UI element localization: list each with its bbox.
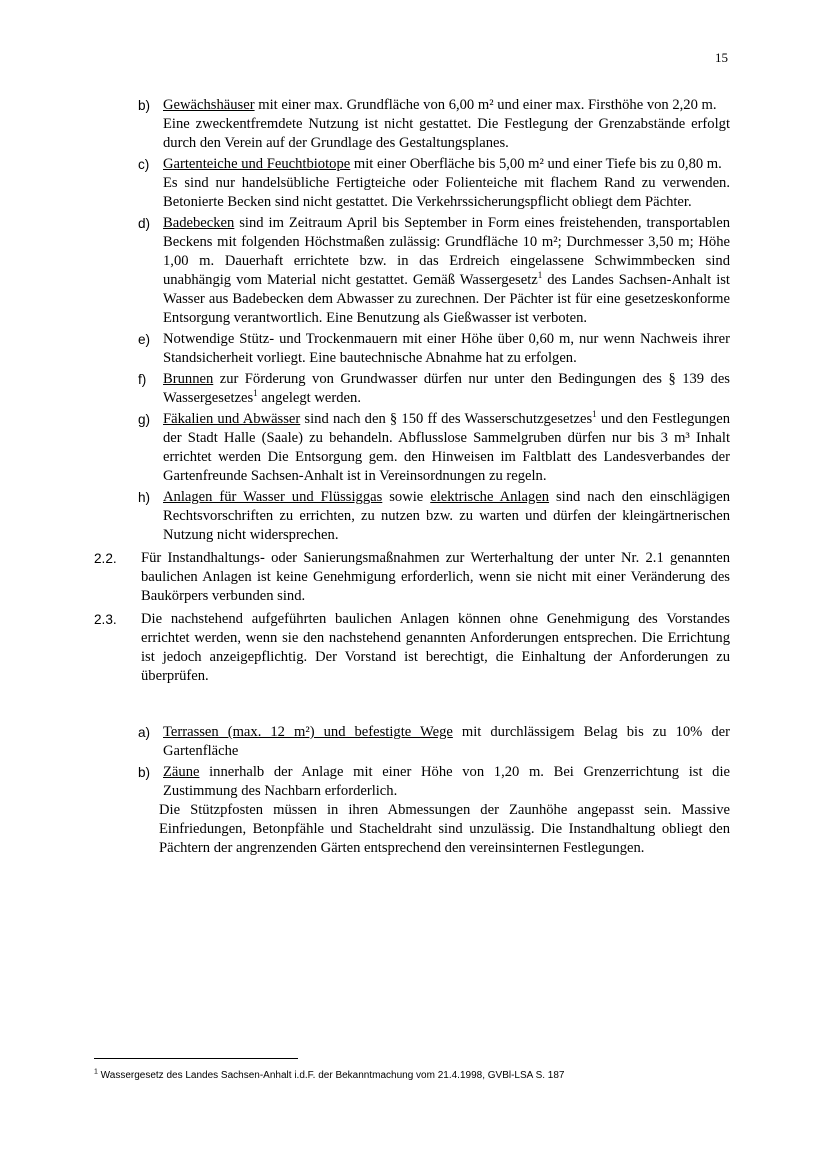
section-number: 2.3. — [94, 612, 117, 627]
item-rest: sind im Zeitraum April bis September in Form eines freistehenden, transportablen Beckens mit folgenden Höchstmaßen zulässig: Grundfläche 10 m²; Durchmesser 3,50 m; Höhe 1,00 m. Dauerhaft errichtete bzw. in das Erdreich eingelassene Schwimmbecken sind unabhängig vom Material nicht gestattet. Gemäß Wassergesetz — [163, 215, 730, 288]
page-number: 15 — [715, 50, 728, 65]
item-term: elektrische Anlagen — [430, 489, 550, 505]
item-paragraph: Die Stützpfosten müssen in ihren Abmessungen der Zaunhöhe angepasst sein. Massive Einfriedungen, Betonpfähle und Stacheldraht sind unzulässig. Die Instandhaltung obliegt den Pächtern der angrenzenden Gärten entsprechend den vereinsinternen Festlegungen. — [159, 802, 730, 856]
item-rest: angelegt werden. — [257, 390, 361, 406]
list-label: g) — [138, 412, 151, 427]
item-term: Fäkalien und Abwässer — [163, 411, 301, 427]
section-2-2 — [94, 549, 730, 606]
footnote-ref: 1 — [537, 270, 543, 281]
list-item-g-wastewater — [94, 410, 730, 486]
item-rest: und den Festlegungen der Stadt Halle (Saale) zu behandeln. Abflusslose Sammelgruben dürfen nur bis 3 m³ Inhalt errichtet werden Die Entsorgung gem. den Hinweisen im Faltblatt des Landesverbandes der Gartenfreunde Sachsen-Anhalt ist in Vereinsordnungen zu regeln. — [163, 411, 730, 484]
item-text — [163, 763, 730, 801]
list-label: h) — [138, 490, 151, 505]
footnote-marker: 1 — [94, 1068, 98, 1076]
item-rest: mit einer max. Grundfläche von 6,00 m² und einer max. Firsthöhe von 2,20 m. — [254, 97, 717, 113]
item-rest: innerhalb der Anlage mit einer Höhe von 1,20 m. Bei Grenzerrichtung ist die Zustimmung des Nachbarn erforderlich. — [163, 764, 730, 799]
document-body — [94, 96, 730, 860]
item-term: Anlagen für Wasser und Flüssiggas — [163, 489, 383, 505]
list-item-f-wells — [94, 370, 730, 408]
list-item-h-installations — [94, 488, 730, 545]
section-2-3 — [94, 610, 730, 686]
item-text — [163, 488, 730, 545]
footnote-separator — [94, 1058, 298, 1059]
list-item-a-terraces — [94, 723, 730, 761]
item-term: Gewächshäuser — [163, 97, 255, 113]
item-text: Notwendige Stütz- und Trockenmauern mit einer Höhe über 0,60 m, nur wenn Nachweis ihrer Standsicherheit vorliegt. Eine bautechnische Abnahme hat zu erfolgen. — [163, 331, 730, 366]
item-term: Gartenteiche und Feuchtbiotope — [163, 156, 351, 172]
item-text — [163, 155, 730, 174]
section-text: Die nachstehend aufgeführten baulichen Anlagen können ohne Genehmigung des Vorstandes errichtet werden, wenn sie den nachstehend genannten Anforderungen entsprechen. Die Errichtung ist jedoch anzeigepflichtig. Der Vorstand ist berechtigt, die Einhaltung der Anforderungen zu überprüfen. — [141, 611, 730, 684]
item-term: Terrassen (max. 12 m²) und befestigte Wege — [163, 724, 453, 740]
item-text — [163, 96, 730, 115]
list-item-c-ponds — [94, 155, 730, 212]
section-number: 2.2. — [94, 551, 117, 566]
list-item-b-greenhouses — [94, 96, 730, 153]
item-rest: mit einer Oberfläche bis 5,00 m² und einer Tiefe bis zu 0,80 m. — [350, 156, 722, 172]
list-label: e) — [138, 332, 151, 347]
item-text — [163, 370, 730, 408]
list-label: c) — [138, 157, 150, 172]
list-item-b-fences — [94, 763, 730, 858]
item-rest: zur Förderung von Grundwasser dürfen nur unter den Bedingungen des § 139 des Wassergesetzes — [163, 371, 730, 406]
list-label: b) — [138, 765, 151, 780]
list-label: f) — [138, 372, 147, 387]
list-label: d) — [138, 216, 151, 231]
item-rest: des Landes Sachsen-Anhalt ist Wasser aus Badebecken dem Abwasser zu zurechnen. Der Pächter ist für eine gesetzeskonforme Entsorgung verantwortlich. Eine Benutzung als Gießwasser ist verboten. — [163, 272, 730, 326]
footnote — [94, 1069, 734, 1082]
section-text: Für Instandhaltungs- oder Sanierungsmaßnahmen zur Werterhaltung der unter Nr. 2.1 genannten baulichen Anlagen ist keine Genehmigung erforderlich, wenn sie nicht mit einer Veränderung des Baukörpers verbunden sind. — [141, 550, 730, 604]
item-paragraph: Es sind nur handelsübliche Fertigteiche oder Folienteiche mit flachem Rand zu verwenden. Betonierte Becken sind nicht gestattet. Die Verkehrssicherungspflicht obliegt dem Pächter. — [163, 175, 730, 210]
item-rest: sind nach den § 150 ff des Wasserschutzgesetzes — [300, 411, 593, 427]
item-text — [163, 723, 730, 761]
item-rest: sind nach den einschlägigen Rechtsvorschriften zu errichten, zu nutzen bzw. zu warten und dürfen der kleingärtnerischen Nutzung nicht widersprechen. — [163, 489, 730, 543]
item-rest: sowie — [382, 489, 431, 505]
list-label: a) — [138, 725, 151, 740]
item-term: Brunnen — [163, 371, 214, 387]
item-text — [163, 214, 730, 328]
footnote-text: Wassergesetz des Landes Sachsen-Anhalt i.d.F. der Bekanntmachung vom 21.4.1998, GVBl-LSA S. 187 — [97, 1070, 565, 1081]
list-item-e-walls — [94, 330, 730, 368]
list-item-d-pools — [94, 214, 730, 328]
item-text — [163, 410, 730, 486]
list-label: b) — [138, 98, 151, 113]
item-term: Zäune — [163, 764, 200, 780]
item-term: Badebecken — [163, 215, 235, 231]
footnote-ref: 1 — [592, 409, 597, 420]
item-rest: mit durchlässigem Belag bis zu 10% der Gartenfläche — [163, 724, 730, 759]
footnote-ref: 1 — [253, 388, 258, 399]
item-paragraph: Eine zweckentfremdete Nutzung ist nicht gestattet. Die Festlegung der Grenzabstände erfolgt durch den Verein auf der Grundlage des Gestaltungsplanes. — [163, 116, 730, 151]
